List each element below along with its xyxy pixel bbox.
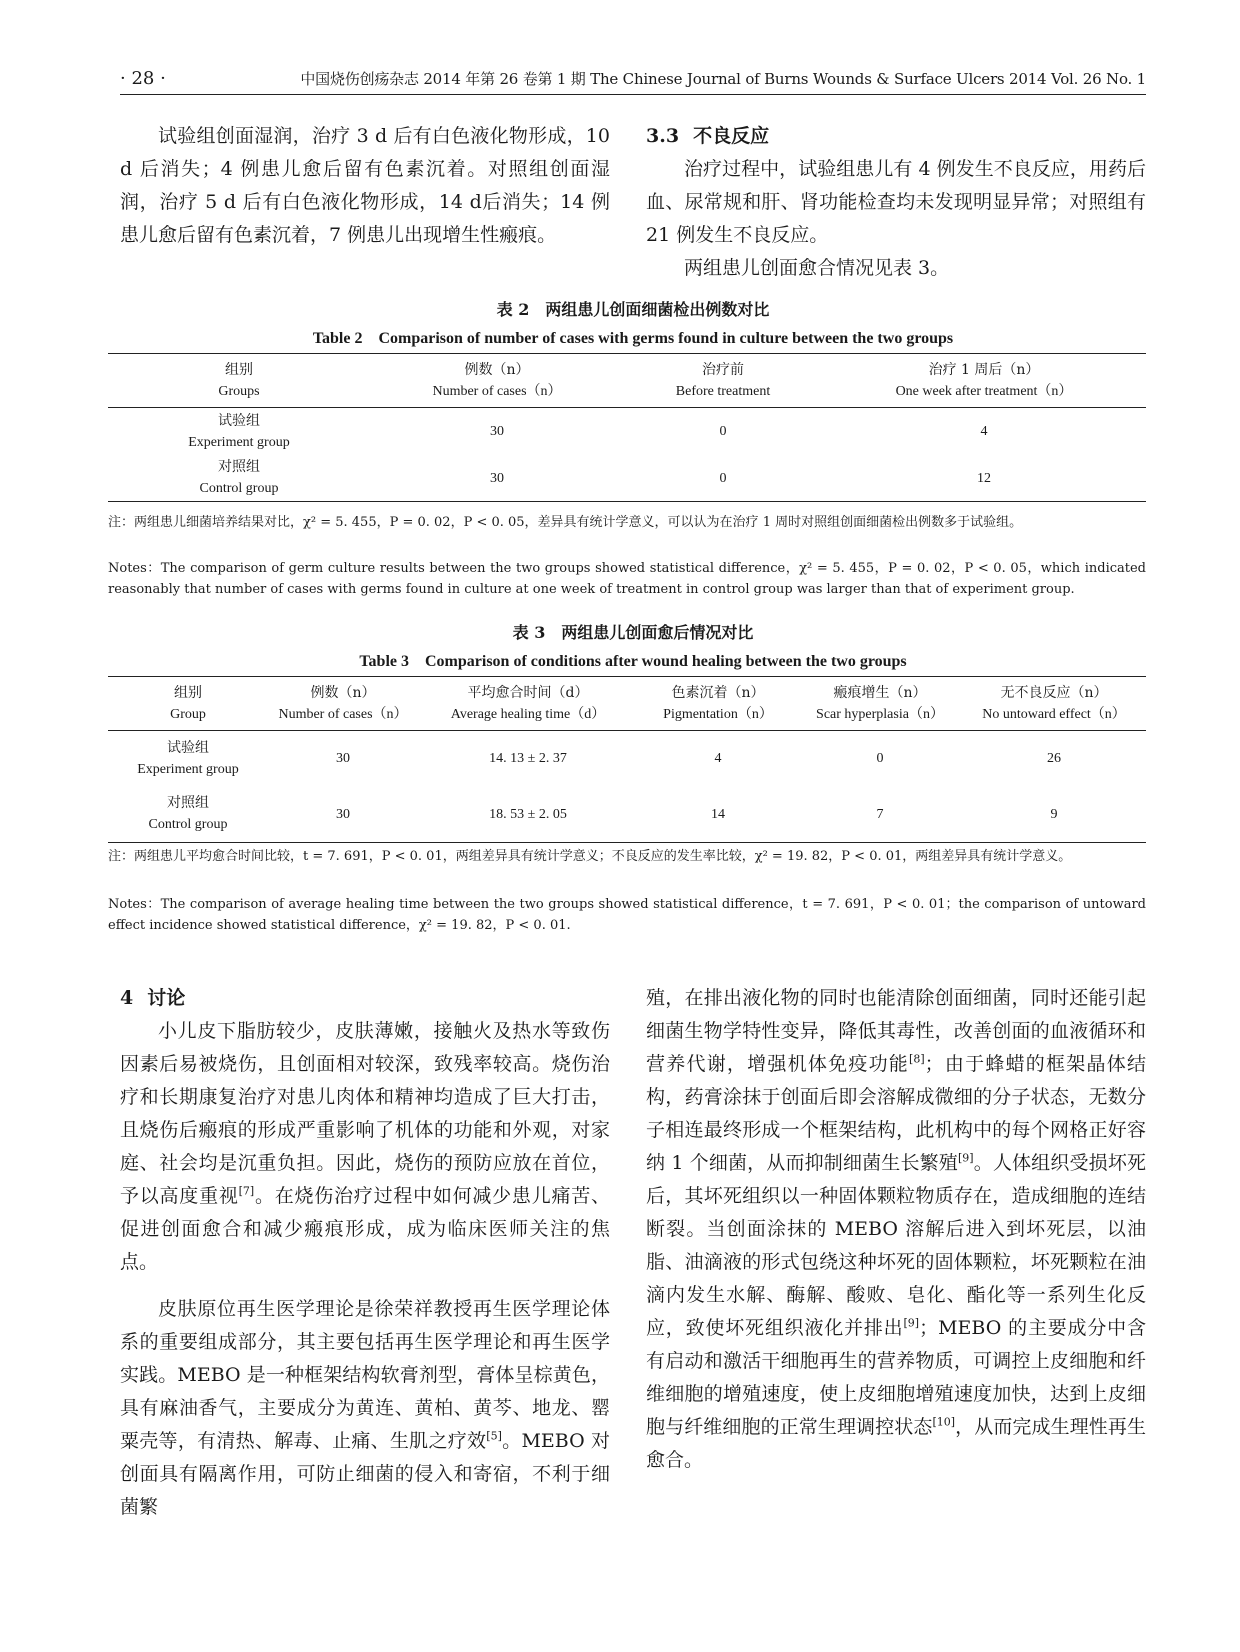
group-cell: 对照组 Control group bbox=[148, 795, 228, 833]
section-heading bbox=[120, 982, 610, 1015]
citation: [9] bbox=[957, 1151, 974, 1165]
running-header bbox=[120, 68, 1146, 95]
table-cell: 4 bbox=[980, 424, 988, 440]
table2-caption-cn: 表 2 两组患儿创面细菌检出例数对比 bbox=[496, 300, 770, 319]
bottom-left-column bbox=[120, 982, 610, 1524]
table-cell: 0 bbox=[719, 424, 727, 440]
column-header: 色素沉着（n） Pigmentation（n） bbox=[663, 684, 773, 722]
column-header: 治疗前 Before treatment bbox=[675, 361, 771, 399]
section-title: 不良反应 bbox=[693, 125, 770, 147]
table-row bbox=[108, 787, 1146, 843]
paragraph: 皮肤原位再生医学理论是徐荣祥教授再生医学理论体系的重要组成部分，其主要包括再生医学理论和再生医学实践。MEBO 是一种框架结构软膏剂型，膏体呈棕黄色，具有麻油香气，主要成分为黄连、黄柏、黄芩、地龙、罂粟壳等，有清热、解毒、止痛、生肌之疗效[5]。MEBO 对创面具有隔离作用，可防止细菌的侵入和寄宿，不利于细菌繁 bbox=[120, 1298, 610, 1518]
column-header: 无不良反应（n） No untoward effect（n） bbox=[982, 684, 1126, 722]
column-header: 组别 Group bbox=[170, 684, 206, 722]
column-header: 治疗 1 周后（n） One week after treatment（n） bbox=[895, 361, 1073, 399]
citation: [7] bbox=[238, 1184, 255, 1198]
paragraph: 殖，在排出液化物的同时也能清除创面细菌，同时还能引起细菌生物学特性变异，降低其毒性，改善创面的血液循环和营养代谢，增强机体免疫功能[8]；由于蜂蜡的框架晶体结构，药膏涂抹于创面后即会溶解成微细的分子状态，无数分子相连最终形成一个框架结构，此机构中的每个网格正好容纳 1 个细菌，从而抑制细菌生长繁殖[9]。人体组织受损坏死后，其坏死组织以一种固体颗粒物质存在，造成细胞的连结断裂。当创面涂抹的 MEBO 溶解后进入到坏死层，以油脂、油滴液的形式包绕这种坏死的固体颗粒，坏死颗粒在油滴内发生水解、酶解、酸败、皂化、酯化等一系列生化反应，致使坏死组织液化并排出[9]；MEBO 的主要成分中含有启动和激活干细胞再生的营养物质，可调控上皮细胞和纤维细胞的增殖速度，使上皮细胞增殖速度加快，达到上皮细胞与纤维细胞的正常生理调控状态[10]，从而完成生理性再生愈合。 bbox=[646, 987, 1146, 1471]
table-cell: 0 bbox=[719, 470, 727, 486]
table-cell: 18. 53 ± 2. 05 bbox=[489, 806, 567, 822]
table3 bbox=[108, 676, 1146, 843]
table2-caption-en: Table 2 Comparison of number of cases with germs found in culture between the two groups bbox=[312, 330, 954, 347]
citation: [5] bbox=[486, 1429, 502, 1443]
paragraph: 小儿皮下脂肪较少，皮肤薄嫩，接触火及热水等致伤因素后易被烧伤，且创面相对较深，致残率较高。烧伤治疗和长期康复治疗对患儿肉体和精神均造成了巨大打击，且烧伤后瘢痕的形成严重影响了机体的功能和外观，对家庭、社会均是沉重负担。因此，烧伤的预防应放在首位，予以高度重视[7]。在烧伤治疗过程中如何减少患儿痛苦、促进创面愈合和减少瘢痕形成，成为临床医师关注的焦点。 bbox=[120, 1020, 610, 1273]
table-cell: 30 bbox=[336, 806, 350, 822]
column-header: 例数（n） Number of cases（n） bbox=[432, 361, 562, 399]
group-cell: 对照组 Control group bbox=[199, 459, 279, 497]
table-header-row bbox=[108, 677, 1146, 731]
table3-caption-cn: 表 3 两组患儿创面愈后情况对比 bbox=[512, 623, 754, 642]
page-number: · 28 · bbox=[120, 68, 166, 89]
table-cell: 14. 13 ± 2. 37 bbox=[489, 751, 567, 767]
column-header: 平均愈合时间（d） Average healing time（d） bbox=[450, 684, 606, 722]
top-left-column bbox=[120, 120, 610, 252]
table-cell: 30 bbox=[490, 470, 504, 486]
table-cell: 12 bbox=[977, 470, 991, 486]
citation: [10] bbox=[932, 1415, 956, 1429]
table-row bbox=[108, 731, 1146, 787]
table-row bbox=[108, 456, 1146, 502]
table3-note-cn: 注：两组患儿平均愈合时间比较，t = 7. 691，P < 0. 01，两组差异具有统计学意义；不良反应的发生率比较，χ² = 19. 82，P < 0. 01，两组差异具有统计学意义。 bbox=[108, 849, 1072, 864]
section-heading bbox=[646, 120, 1146, 153]
group-cell: 试验组 Experiment group bbox=[137, 739, 239, 777]
bottom-right-column bbox=[646, 982, 1146, 1477]
paragraph: 两组患儿创面愈合情况见表 3。 bbox=[684, 257, 950, 279]
table2 bbox=[108, 353, 1146, 502]
table3-note-en: Notes：The comparison of average healing time between the two groups showed statistical difference，t = 7. 691，P < 0. 01；the comparison of untoward effect incidence showed statistical difference，χ² = 19. 82，P < 0. 01. bbox=[108, 897, 1146, 933]
citation: [8] bbox=[909, 1052, 925, 1066]
table-row bbox=[108, 408, 1146, 456]
citation: [9] bbox=[903, 1316, 920, 1330]
table2-note-en: Notes：The comparison of germ culture results between the two groups showed statistical difference，χ² = 5. 455，P = 0. 02，P < 0. 05，which indicated reasonably that number of cases with germs found in culture at one week of treatment in control group was larger than that of experiment group. bbox=[108, 561, 1146, 597]
table-cell: 30 bbox=[336, 751, 350, 767]
section-number: 3.3 bbox=[646, 125, 680, 147]
table2-note-cn: 注：两组患儿细菌培养结果对比，χ² = 5. 455，P = 0. 02，P < 0. 05，差异具有统计学意义，可以认为在治疗 1 周时对照组创面细菌检出例数多于试验组。 bbox=[108, 515, 1023, 530]
table-cell: 4 bbox=[714, 751, 722, 767]
section-title: 讨论 bbox=[147, 987, 186, 1009]
table-cell: 26 bbox=[1047, 751, 1061, 767]
table-cell: 30 bbox=[490, 424, 504, 440]
table-cell: 7 bbox=[876, 806, 884, 822]
table3-caption-en: Table 3 Comparison of conditions after wound healing between the two groups bbox=[359, 653, 907, 670]
table-cell: 9 bbox=[1050, 806, 1058, 822]
group-cell: 试验组 Experiment group bbox=[188, 412, 290, 450]
table-header-row bbox=[108, 354, 1146, 408]
column-header: 瘢痕增生（n） Scar hyperplasia（n） bbox=[816, 684, 944, 722]
table-cell: 0 bbox=[876, 751, 884, 767]
column-header: 组别 Groups bbox=[218, 361, 260, 399]
table-cell: 14 bbox=[711, 806, 725, 822]
section-number: 4 bbox=[120, 987, 134, 1009]
column-header: 例数（n） Number of cases（n） bbox=[278, 684, 408, 722]
journal-title: 中国烧伤创疡杂志 2014 年第 26 卷第 1 期 The Chinese Journal of Burns Wounds & Surface Ulcers 2014 Vol. 26 No. 1 bbox=[300, 70, 1146, 88]
paragraph: 试验组创面湿润，治疗 3 d 后有白色液化物形成，10 d 后消失；4 例患儿愈后留有色素沉着。对照组创面湿润，治疗 5 d 后有白色液化物形成，14 d后消失；14 例患儿愈后留有色素沉着，7 例患儿出现增生性瘢痕。 bbox=[120, 125, 610, 246]
top-right-column bbox=[646, 120, 1146, 285]
paragraph: 治疗过程中，试验组患儿有 4 例发生不良反应，用药后血、尿常规和肝、肾功能检查均未发现明显异常；对照组有 21 例发生不良反应。 bbox=[646, 158, 1146, 246]
